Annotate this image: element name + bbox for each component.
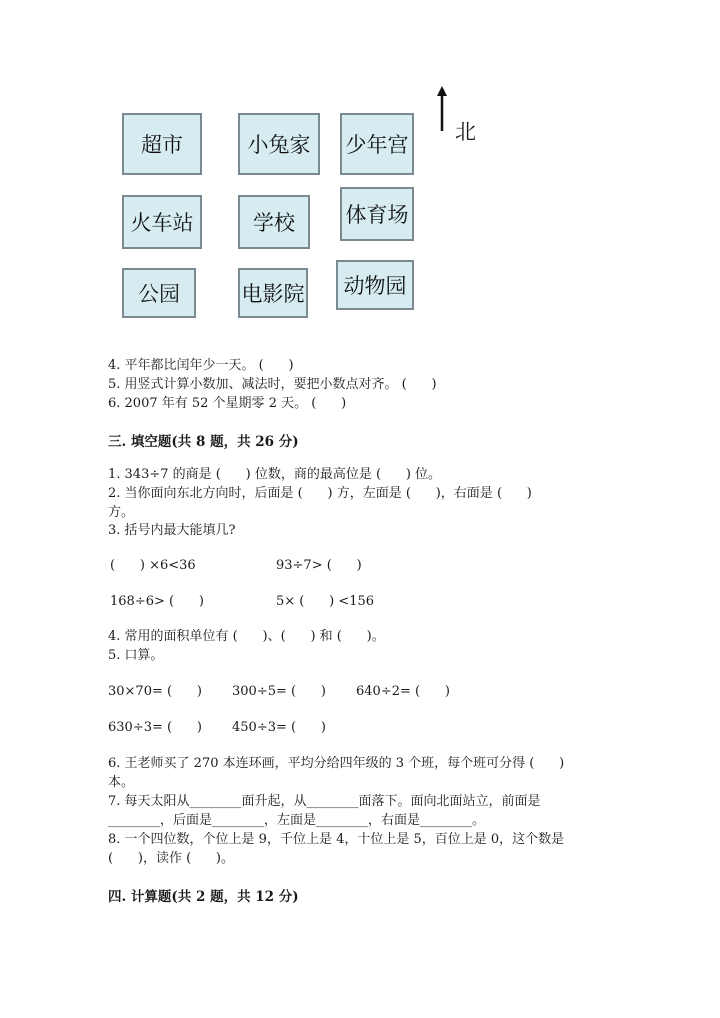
q6-text-line1: 6. 王老师买了 270 本连环画，平均分给四年级的 3 个班，每个班可分得 ( ) bbox=[108, 756, 565, 771]
map-box-stadium: 体育场 bbox=[340, 187, 414, 241]
direction-map bbox=[0, 0, 720, 330]
north-label: 北 bbox=[455, 120, 476, 144]
q3-text: 3. 括号内最大能填几? bbox=[108, 523, 236, 538]
map-box-cinema: 电影院 bbox=[238, 268, 308, 318]
judge-item-4: 4. 平年都比闰年少一天。 ( ) bbox=[108, 358, 294, 373]
q3-item: 5× ( ) <156 bbox=[276, 594, 375, 609]
map-box-youth-palace: 少年宫 bbox=[340, 113, 414, 175]
judge-item-6: 6. 2007 年有 52 个星期零 2 天。 ( ) bbox=[108, 396, 347, 411]
q3-item: 168÷6> ( ) bbox=[110, 594, 204, 609]
section-4-title: 四. 计算题(共 2 题，共 12 分) bbox=[108, 889, 299, 905]
judge-item-5: 5. 用竖式计算小数加、减法时，要把小数点对齐。 ( ) bbox=[108, 377, 437, 392]
q3-item: 93÷7> ( ) bbox=[276, 558, 362, 573]
q5-item: 640÷2= ( ) bbox=[356, 684, 450, 699]
map-box-school: 学校 bbox=[238, 195, 310, 249]
q5-item: 30×70= ( ) bbox=[108, 684, 202, 699]
q5-item: 450÷3= ( ) bbox=[232, 720, 326, 735]
q1-text: 1. 343÷7 的商是 ( ) 位数，商的最高位是 ( ) 位。 bbox=[108, 467, 442, 482]
q2-text-line1: 2. 当你面向东北方向时，后面是 ( ) 方，左面是 ( )，右面是 ( ) bbox=[108, 486, 532, 501]
map-box-supermarket: 超市 bbox=[122, 113, 202, 175]
map-box-park: 公园 bbox=[122, 268, 196, 318]
map-box-rabbit-home: 小兔家 bbox=[238, 113, 320, 175]
q5-item: 630÷3= ( ) bbox=[108, 720, 202, 735]
q3-item: ( ) ×6<36 bbox=[110, 558, 196, 573]
q7-text-line1: 7. 每天太阳从________面升起，从________面落下。面向北面站立，前面是 bbox=[108, 794, 541, 809]
q2-text-line2: 方。 bbox=[108, 505, 135, 520]
q5-item: 300÷5= ( ) bbox=[232, 684, 326, 699]
map-box-zoo: 动物园 bbox=[336, 260, 414, 310]
q8-text-line1: 8. 一个四位数，个位上是 9，千位上是 4，十位上是 5，百位上是 0，这个数是 bbox=[108, 832, 565, 847]
q6-text-line2: 本。 bbox=[108, 775, 135, 790]
map-box-train-station: 火车站 bbox=[122, 195, 202, 249]
q4-text: 4. 常用的面积单位有 ( )、( ) 和 ( )。 bbox=[108, 629, 385, 644]
north-arrow-icon bbox=[436, 86, 448, 132]
q8-text-line2: ( )，读作 ( )。 bbox=[108, 851, 235, 866]
section-3-title: 三. 填空题(共 8 题，共 26 分) bbox=[108, 434, 299, 450]
q7-text-line2: ________，后面是________，左面是________，右面是________。 bbox=[108, 813, 486, 828]
q5-text: 5. 口算。 bbox=[108, 648, 164, 663]
